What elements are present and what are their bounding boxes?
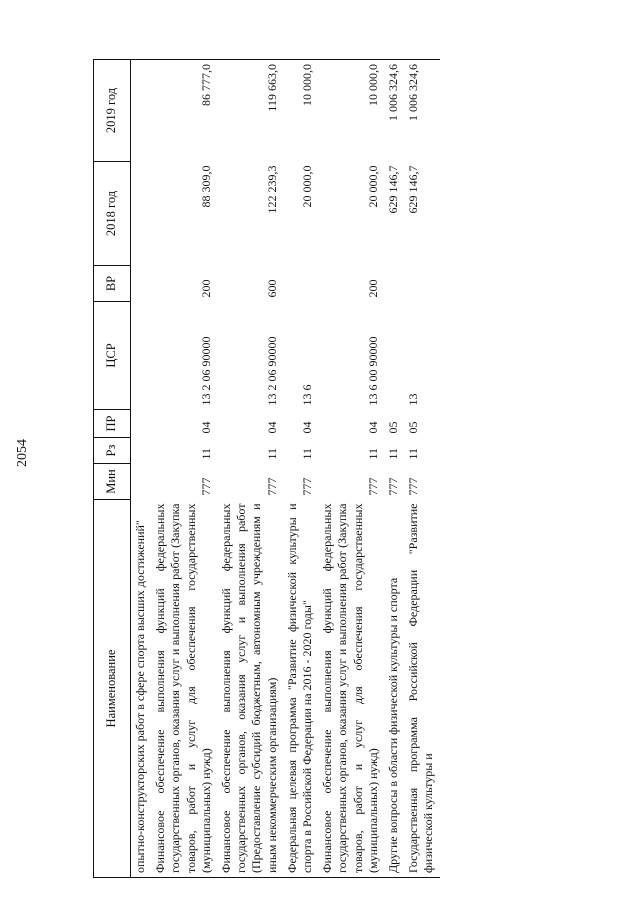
cell-csr (384, 302, 404, 410)
cell-vr (283, 266, 318, 302)
cell-rz: 11 (300, 447, 315, 460)
cell-rz: 11 (198, 447, 213, 460)
cell-rz (131, 438, 152, 464)
header-vr: ВР (94, 266, 131, 302)
page-number: 2054 (15, 439, 30, 467)
cell-2019: 1 006 324,6 (404, 60, 439, 162)
cell-pr: 04 (300, 421, 315, 434)
cell-name: Финансовое обеспечение выполнения функций федеральных государственных органов, оказания услуг и выполнения работ (Закупка товаров, работ и услуг для обеспечения государственных (муниципальных) нужд) (318, 500, 384, 878)
header-row (94, 60, 131, 878)
header-min: Мин (94, 464, 131, 500)
table-header (94, 60, 131, 878)
cell-pr (131, 410, 152, 438)
cell-pr: 04 (365, 421, 380, 434)
cell-min: 777 (406, 477, 421, 496)
cell-name: Государственная программа Российской Федерации "Развитие физической культуры и (404, 500, 439, 878)
cell-pr: 05 (406, 421, 421, 434)
table-row (131, 60, 152, 878)
cell-2018: 88 309,0 (198, 165, 213, 208)
cell-min (131, 464, 152, 500)
header-2018: 2018 год (94, 162, 131, 266)
cell-vr: 600 (264, 279, 279, 298)
header-csr: ЦСР (94, 302, 131, 410)
cell-min: 777 (365, 477, 380, 496)
cell-min: 777 (264, 477, 279, 496)
table-row (217, 60, 283, 878)
table-body (131, 60, 440, 878)
cell-rz: 11 (386, 447, 401, 460)
cell-rz: 11 (365, 447, 380, 460)
cell-2019: 10 000,0 (283, 60, 318, 162)
table-row (384, 60, 404, 878)
cell-vr: 200 (198, 279, 213, 298)
cell-pr: 04 (198, 421, 213, 434)
cell-name: Другие вопросы в области физической культуры и спорта (384, 500, 404, 878)
cell-vr (384, 266, 404, 302)
cell-rz: 11 (406, 447, 421, 460)
cell-2018: 122 239,3 (264, 165, 279, 214)
cell-name: опытно-конструкторских работ в сфере спорта высших достижений" (131, 500, 152, 878)
cell-vr (404, 266, 439, 302)
cell-2018: 629 146,7 (406, 165, 421, 214)
header-2019: 2019 год (94, 60, 131, 162)
table-row (151, 60, 217, 878)
cell-csr: 13 6 (300, 384, 315, 406)
cell-2018 (131, 162, 152, 266)
cell-min: 777 (300, 477, 315, 496)
cell-name: Финансовое обеспечение выполнения функций федеральных государственных органов, оказания услуг и выполнения работ (Предоставление субсидий бюджетным, автономным учреждениям и иным некоммерческим организациям) (217, 500, 283, 878)
budget-table-container (93, 60, 622, 878)
cell-pr: 04 (264, 421, 279, 434)
header-pr: ПР (94, 410, 131, 438)
table-row (404, 60, 439, 878)
table-row (318, 60, 384, 878)
cell-csr: 13 2 06 90000 (264, 336, 279, 406)
cell-rz: 11 (264, 447, 279, 460)
table-row (283, 60, 318, 878)
cell-pr: 05 (386, 421, 401, 434)
cell-csr: 13 (406, 393, 421, 406)
cell-2018: 629 146,7 (386, 165, 401, 214)
cell-vr (131, 266, 152, 302)
cell-min: 777 (198, 477, 213, 496)
cell-2018: 20 000,0 (300, 165, 315, 208)
cell-csr: 13 2 06 90000 (198, 336, 213, 406)
cell-2019: 10 000,0 (318, 60, 384, 162)
cell-2018: 20 000,0 (365, 165, 380, 208)
header-rz: Рз (94, 438, 131, 464)
cell-vr: 200 (365, 279, 380, 298)
header-name: Наименование (94, 500, 131, 878)
cell-2019: 1 006 324,6 (384, 60, 404, 162)
cell-2019 (131, 60, 152, 162)
cell-name: Федеральная целевая программа "Развитие физической культуры и спорта в Российской Федерации на 2016 - 2020 годы" (283, 500, 318, 878)
cell-name: Финансовое обеспечение выполнения функций федеральных государственных органов, оказания услуг и выполнения работ (Закупка товаров, работ и услуг для обеспечения государственных (муниципальных) нужд) (151, 500, 217, 878)
cell-2019: 86 777,0 (151, 60, 217, 162)
cell-csr (131, 302, 152, 410)
cell-2019: 119 663,0 (217, 60, 283, 162)
cell-csr: 13 6 00 90000 (365, 336, 380, 406)
cell-min: 777 (386, 477, 401, 496)
budget-table (93, 59, 440, 878)
